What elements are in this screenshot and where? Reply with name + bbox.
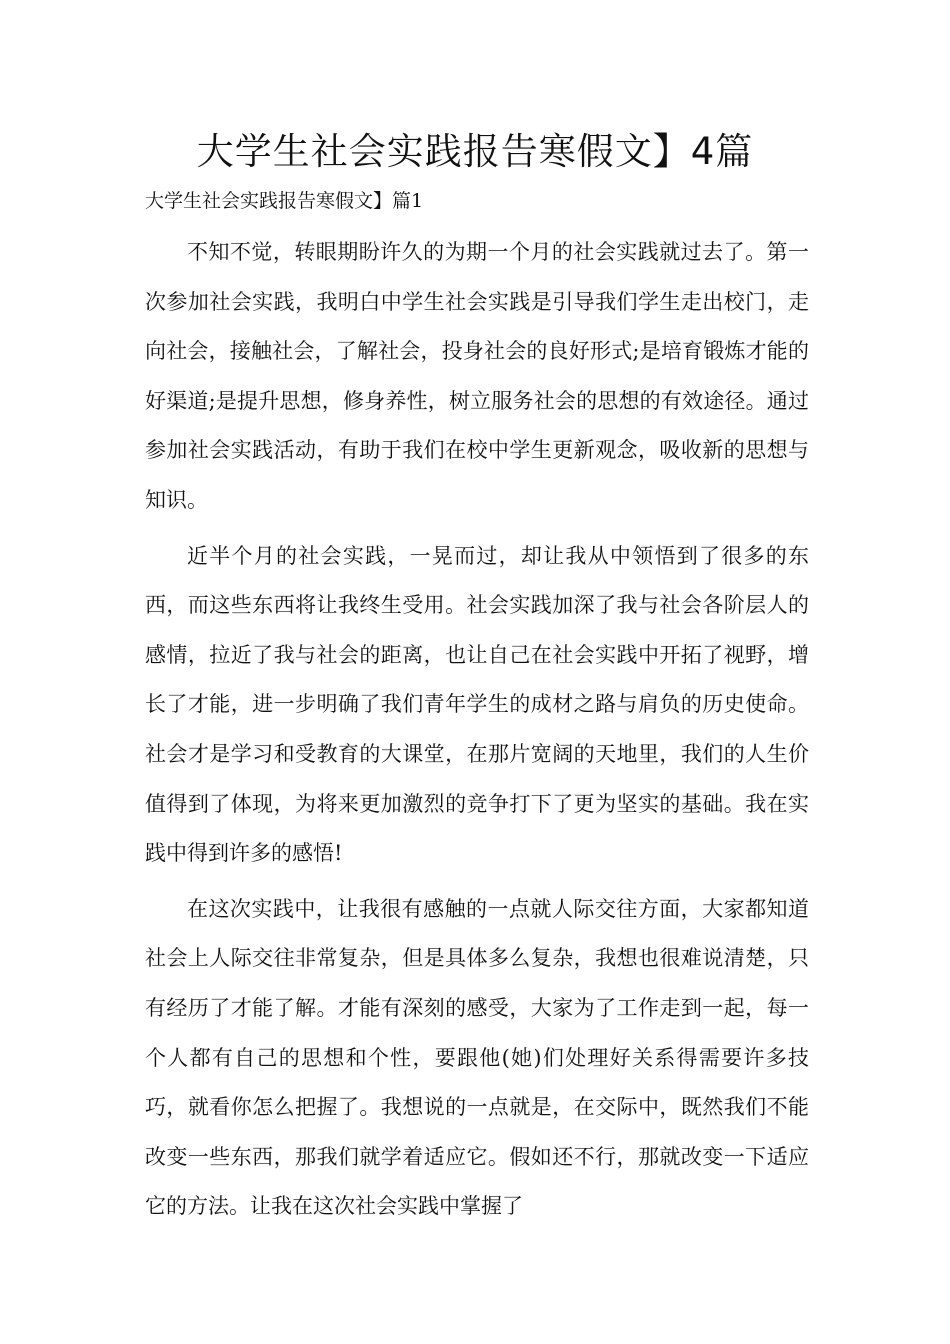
paragraph: 近半个月的社会实践，一晃而过，却让我从中领悟到了很多的东西，而这些东西将让我终生受用。社会实践加深了我与社会各阶层人的感情，拉近了我与社会的距离，也让自己在社会实践中开拓了视野，增长了才能，进一步明确了我们青年学生的成材之路与肩负的历史使命。社会才是学习和受教育的大课堂，在那片宽阔的天地里，我们的人生价值得到了体现，为将来更加激烈的竞争打下了更为坚实的基础。我在实践中得到许多的感悟! <box>145 543 809 866</box>
section-heading: 大学生社会实践报告寒假文】篇1 <box>145 190 424 212</box>
document-body <box>145 228 809 1238</box>
paragraph: 在这次实践中，让我很有感触的一点就人际交往方面，大家都知道社会上人际交往非常复杂，但是具体多么复杂，我想也很难说清楚，只有经历了才能了解。才能有深刻的感受，大家为了工作走到一起，每一个人都有自己的思想和个性，要跟他(她)们处理好关系得需要许多技巧，就看你怎么把握了。我想说的一点就是，在交际中，既然我们不能改变一些东西，那我们就学着适应它。假如还不行，那就改变一下适应它的方法。让我在这次社会实践中掌握了 <box>145 896 809 1219</box>
paragraph: 不知不觉，转眼期盼许久的为期一个月的社会实践就过去了。第一次参加社会实践，我明白中学生社会实践是引导我们学生走出校门，走向社会，接触社会，了解社会，投身社会的良好形式;是培育锻炼才能的好渠道;是提升思想，修身养性，树立服务社会的思想的有效途径。通过参加社会实践活动，有助于我们在校中学生更新观念，吸收新的思想与知识。 <box>145 240 809 512</box>
document-title: 大学生社会实践报告寒假文】4篇 <box>196 130 754 173</box>
